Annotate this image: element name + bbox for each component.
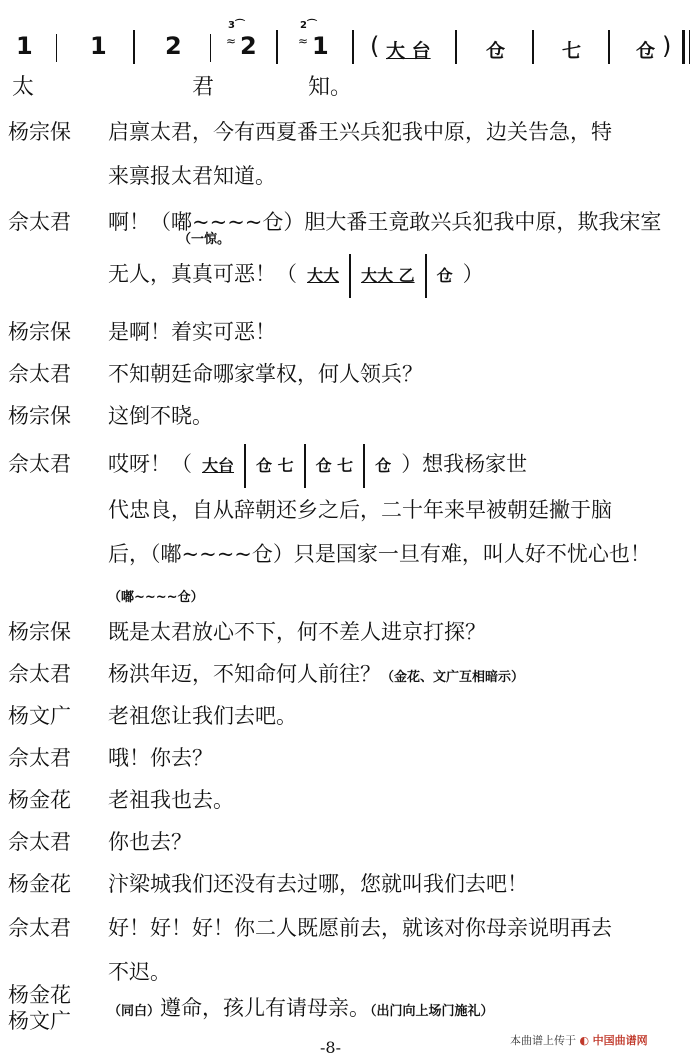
speech-line: 既是太君放心不下，何不差人进京打探？ [108,620,486,644]
speech-line: 好！好！好！你二人既愿前去，就该对你母亲说明再去 [108,916,612,940]
note: 1 [312,32,329,60]
percussion-close-paren: ) [662,32,672,60]
note: 1 [90,32,107,60]
speech-text [108,652,698,700]
speech-line: 老祖您让我们去吧。 [108,704,297,728]
speaker-name: 杨宗保 [8,120,71,144]
percussion-syllable: 大大 [307,266,340,285]
beat-divider [56,34,57,62]
brand-logo-icon: ◐ [579,1034,590,1047]
speaker-name: 杨宗保 [8,620,71,644]
percussion-close-paren: ） [462,262,484,286]
speech-text [108,442,698,620]
speaker-name: 杨宗保 [8,320,71,344]
speaker-name: 佘太君 [8,362,71,386]
barline [276,30,278,64]
stage-direction: （同白） [108,1004,161,1019]
speech-line: 不迟。 [108,960,171,984]
note: 2 [240,32,257,60]
speech-fragment: 无人，真真可恶！（ [108,262,297,286]
speech-text [108,820,698,864]
speech-text [108,862,698,906]
speech-line: 来禀报太君知道。 [108,164,276,188]
percussion-syllable: 仓 [425,254,463,298]
ornament-mark: 3⌒ [228,20,245,31]
speaker-name: 杨金花 [8,872,71,896]
speech-fragment: ）想我杨家世 [401,452,528,476]
percussion-syllable: 大台 [202,456,235,475]
speech-text [108,394,698,438]
note: 2 [165,32,182,60]
barline [608,30,610,64]
beat-divider [210,34,211,62]
speech-line: 啊！（嘟~~~~仓）胆大番王竟敢兴兵犯我中原，欺我宋室 [108,210,662,234]
speech-line: 后，（嘟~~~~仓）只是国家一旦有难，叫人好不忧心也！ [108,542,651,566]
notation-row [0,20,700,66]
percussion-syllable: 仓 [363,444,401,488]
speaker-name: 杨金花 [8,983,71,1007]
speech-text [108,906,698,994]
speech-line: 是啊！着实可恶！ [108,320,276,344]
double-barline [682,30,685,64]
stage-direction: （金花、文广互相暗示） [381,670,525,685]
speech-text [108,610,698,654]
barline [352,30,354,64]
speech-text [108,200,698,298]
speech-text [108,736,698,780]
speaker-name: 杨文广 [8,1009,71,1033]
percussion-syllable: 七 [562,40,582,62]
speaker-name: 杨文广 [8,704,71,728]
speaker-name: 杨金花 [8,788,71,812]
speaker-name: 佘太君 [8,746,71,770]
grace-mark: ≈ [298,34,309,48]
stage-direction: （一惊。 [178,232,231,247]
speaker-name: 佘太君 [8,830,71,854]
speech-text [108,778,698,822]
speaker-name: 杨宗保 [8,404,71,428]
speech-line [108,252,698,298]
stage-direction: （出门向上场门施礼） [370,1004,494,1019]
speech-line: 不知朝廷命哪家掌权，何人领兵？ [108,362,423,386]
percussion-syllable: 大大 乙 [349,254,425,298]
page-number: -8- [320,1038,341,1057]
percussion-syllable: 仓 七 [304,444,364,488]
speech-line [108,442,698,488]
music-score [0,0,700,100]
speech-fragment: 哎呀！（ [108,452,192,476]
brand-name: 中国曲谱网 [592,1034,648,1047]
speech-text [108,110,698,198]
percussion-open-paren: ( [370,32,380,60]
double-barline-thin [689,30,690,64]
percussion-syllable: 仓 [486,40,506,62]
percussion-syllable: 仓 七 [244,444,304,488]
speech-line: 启禀太君，今有西夏番王兴兵犯我中原，边关告急，特 [108,120,612,144]
speaker-name: 佘太君 [8,662,71,686]
ornament-mark: 2⌒ [300,20,317,31]
speech-fragment: 杨洪年迈，不知命何人前往？ [108,662,381,686]
speech-text [108,352,698,396]
speaker-name: 佘太君 [8,452,71,476]
percussion-syllable: 大 台 [386,40,431,62]
speaker-name: 佘太君 [8,916,71,940]
grace-mark: ≈ [226,34,237,48]
speaker-name: 佘太君 [8,210,71,234]
speech-line: 汴梁城我们还没有去过哪，您就叫我们去吧！ [108,872,528,896]
speech-line: 你也去？ [108,830,192,854]
speech-line: 这倒不晓。 [108,404,213,428]
speech-text [108,310,698,354]
speech-line: 老祖我也去。 [108,788,234,812]
barline [532,30,534,64]
speech-line [108,652,698,700]
barline [133,30,135,64]
speaker-group [8,982,71,1034]
note: 1 [16,32,33,60]
lyric: 知。 [308,75,353,100]
barline [455,30,457,64]
speech-fragment: 遵命，孩儿有请母亲。 [160,996,371,1020]
speech-text [108,694,698,738]
speech-line: 代忠良，自从辞朝还乡之后，二十年来早被朝廷撇于脑 [108,498,612,522]
speech-line [108,986,698,1034]
speech-line: 哦！你去？ [108,746,213,770]
lyric: 太 [12,75,35,100]
site-watermark[interactable] [510,1032,648,1048]
lyric: 君 [192,75,215,100]
speech-text [108,986,698,1034]
speech-line: （嘟~~~~仓） [108,590,204,605]
percussion-syllable: 仓 [636,40,656,62]
upload-note: 本曲谱上传于 [510,1034,576,1047]
